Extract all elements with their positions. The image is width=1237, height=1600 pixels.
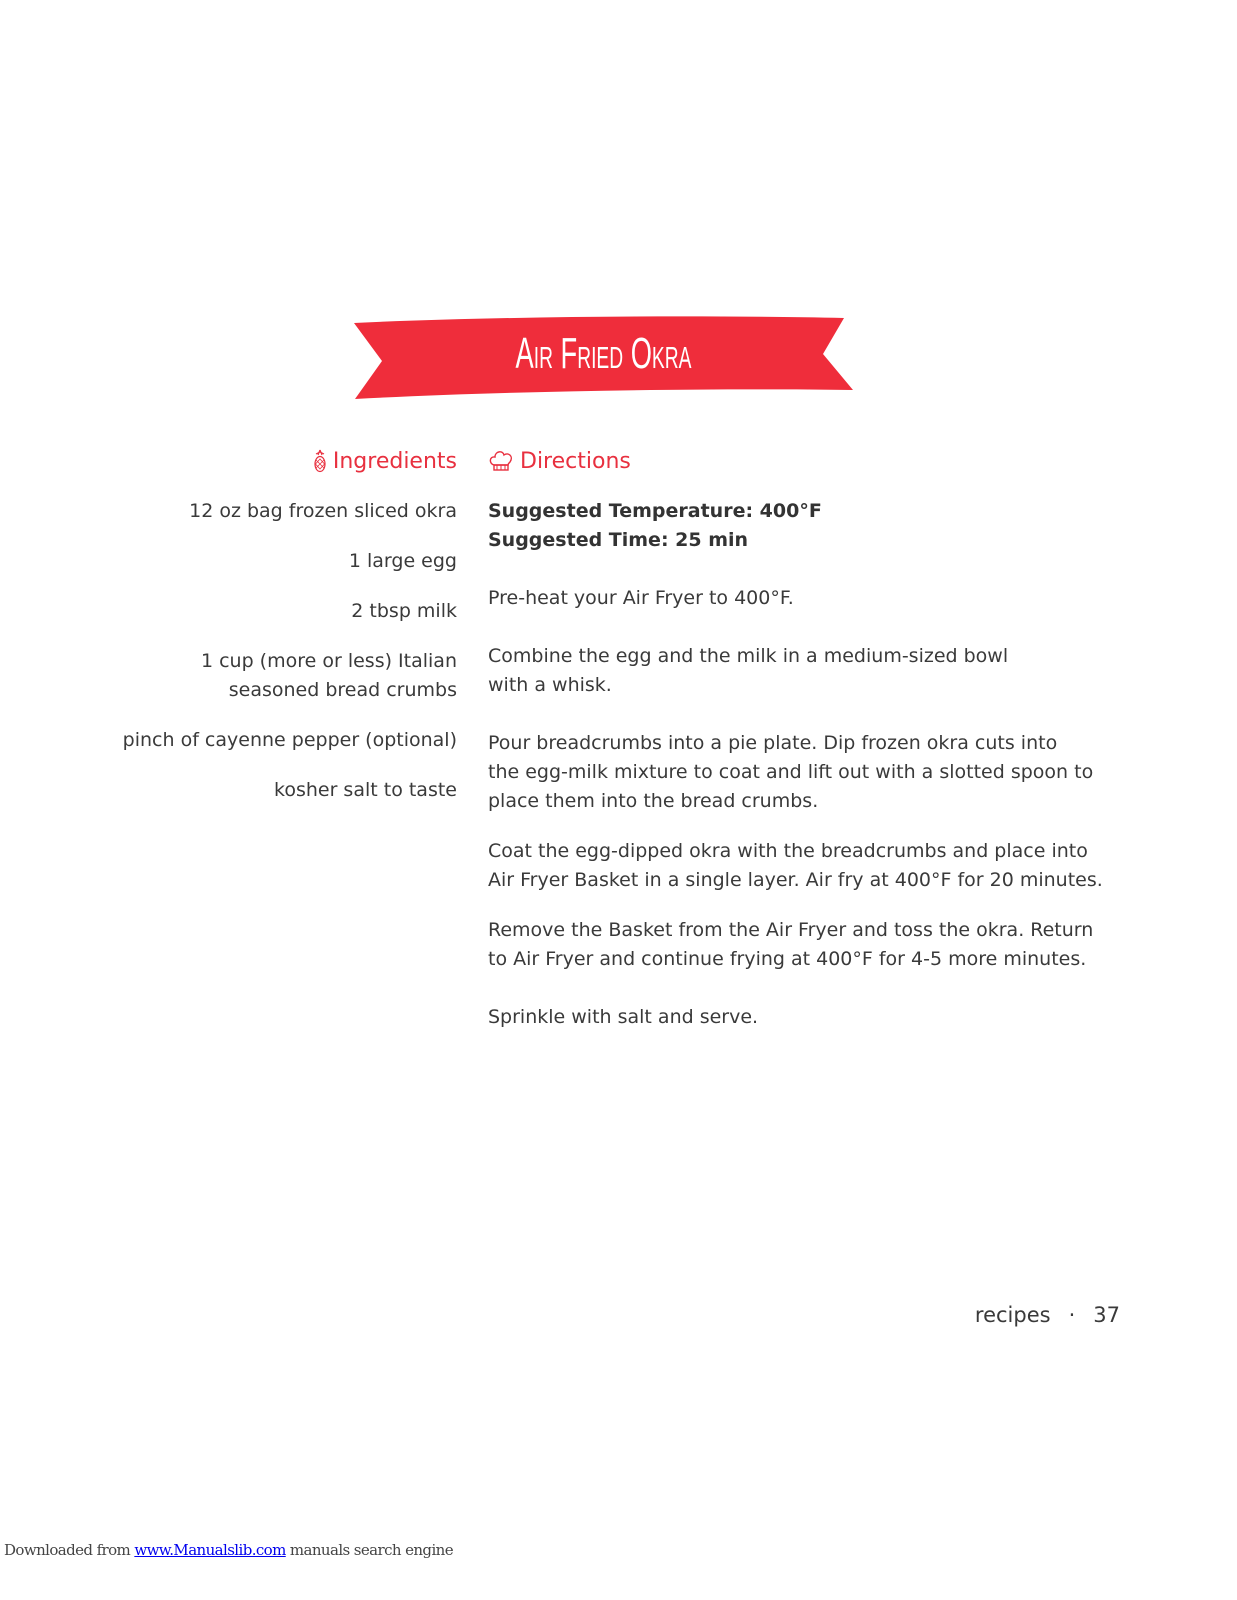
ingredient-item: 12 oz bag frozen sliced okra — [189, 500, 457, 522]
direction-step: Remove the Basket from the Air Fryer and toss the okra. Return to Air Fryer and continue frying at 400°F for 4-5 more minutes. — [488, 919, 1094, 970]
recipe-title: Air Fried Okra — [515, 329, 692, 378]
suggested-time: Suggested Time: 25 min — [488, 529, 749, 551]
direction-step: Combine the egg and the milk in a medium-sized bowl with a whisk. — [488, 645, 1009, 696]
directions-heading — [488, 443, 631, 479]
ingredient-item: 1 cup (more or less) Italian seasoned bread crumbs — [200, 650, 457, 701]
directions-list — [488, 497, 1128, 1032]
pineapple-icon — [313, 449, 327, 473]
direction-step: Coat the egg-dipped okra with the breadcrumbs and place into Air Fryer Basket in a single layer. Air fry at 400°F for 20 minutes. — [488, 840, 1103, 891]
suggested-temperature: Suggested Temperature: 400°F — [488, 500, 822, 522]
manualslib-link[interactable]: www.Manualslib.com — [134, 1541, 286, 1559]
directions-label: Directions — [520, 448, 631, 474]
chef-hat-icon — [488, 449, 514, 473]
download-prefix: Downloaded from — [4, 1541, 135, 1559]
footer-separator: · — [1068, 1303, 1076, 1327]
ingredients-list — [77, 497, 457, 826]
download-notice — [4, 1541, 453, 1559]
ingredient-item: kosher salt to taste — [274, 779, 457, 801]
direction-step: Pour breadcrumbs into a pie plate. Dip frozen okra cuts into the egg-milk mixture to coat and lift out with a slotted spoon to place them into the bread crumbs. — [488, 732, 1094, 812]
ingredient-item: 1 large egg — [348, 550, 457, 572]
direction-step: Sprinkle with salt and serve. — [488, 1006, 759, 1028]
page-number: 37 — [1093, 1303, 1120, 1327]
suggested-settings — [488, 497, 1128, 555]
page-footer — [975, 1303, 1120, 1327]
ingredients-heading — [313, 443, 457, 479]
ingredient-item: 2 tbsp milk — [351, 600, 457, 622]
ingredients-label: Ingredients — [332, 448, 457, 474]
title-banner — [352, 314, 855, 402]
section-name: recipes — [974, 1303, 1051, 1327]
direction-step: Pre-heat your Air Fryer to 400°F. — [488, 587, 794, 609]
ingredient-item: pinch of cayenne pepper (optional) — [122, 729, 457, 751]
download-suffix: manuals search engine — [285, 1541, 453, 1559]
